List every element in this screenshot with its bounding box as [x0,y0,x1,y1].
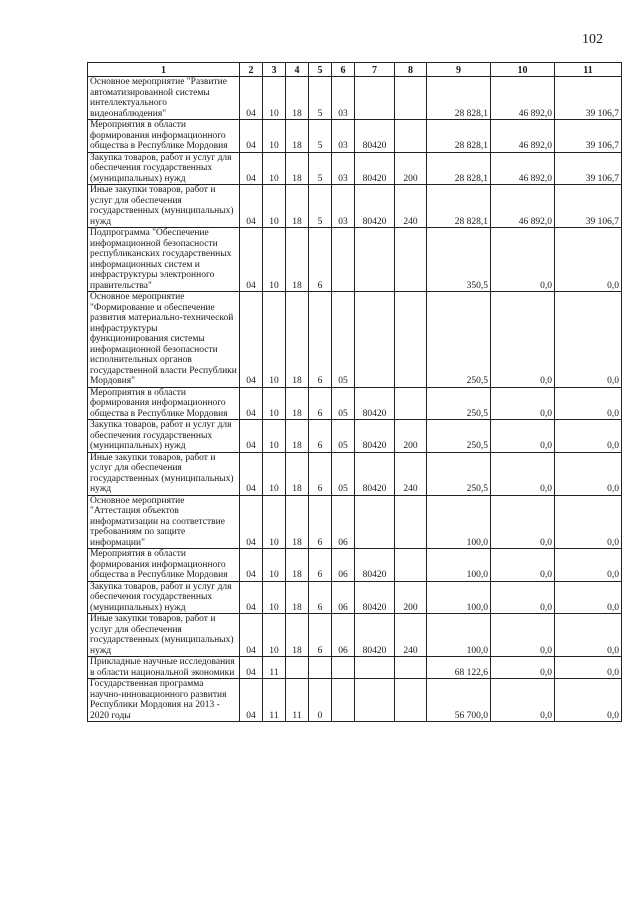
col-header: 6 [332,63,355,77]
amount-col-9: 250,5 [427,420,491,453]
code-activity: 06 [332,614,355,657]
code-direction [355,292,395,388]
code-subprogram: 6 [309,581,332,614]
code-direction: 80420 [355,420,395,453]
amount-col-9: 250,5 [427,452,491,495]
amount-col-11: 0,0 [555,657,622,679]
code-section: 04 [240,120,263,153]
amount-col-11: 39 106,7 [555,120,622,153]
table-row [88,152,622,185]
code-section: 04 [240,387,263,420]
code-subprogram: 6 [309,387,332,420]
table-row [88,495,622,549]
amount-col-10: 0,0 [491,679,555,722]
code-subprogram: 0 [309,679,332,722]
code-subprogram: 6 [309,614,332,657]
amount-col-9: 100,0 [427,495,491,549]
code-subsection: 10 [263,185,286,228]
table-row [88,657,622,679]
amount-col-11: 0,0 [555,452,622,495]
amount-col-10: 46 892,0 [491,185,555,228]
code-program: 18 [286,77,309,120]
code-activity: 06 [332,495,355,549]
amount-col-9: 100,0 [427,614,491,657]
code-direction: 80420 [355,387,395,420]
amount-col-10: 46 892,0 [491,152,555,185]
code-activity: 03 [332,185,355,228]
code-subsection: 10 [263,152,286,185]
code-activity: 05 [332,452,355,495]
code-subprogram [309,657,332,679]
amount-col-10: 46 892,0 [491,120,555,153]
amount-col-10: 0,0 [491,228,555,292]
code-section: 04 [240,495,263,549]
code-subprogram: 5 [309,120,332,153]
table-row [88,549,622,582]
amount-col-10: 0,0 [491,420,555,453]
table-row [88,581,622,614]
table-row [88,185,622,228]
amount-col-9: 28 828,1 [427,185,491,228]
code-section: 04 [240,77,263,120]
code-subsection: 10 [263,77,286,120]
code-program: 18 [286,292,309,388]
code-subprogram: 6 [309,292,332,388]
code-program: 18 [286,120,309,153]
code-activity: 05 [332,292,355,388]
code-activity [332,679,355,722]
col-header: 1 [88,63,240,77]
amount-col-10: 0,0 [491,495,555,549]
code-expense-type [395,292,427,388]
code-direction: 80420 [355,120,395,153]
code-section: 04 [240,152,263,185]
code-expense-type [395,657,427,679]
amount-col-11: 39 106,7 [555,185,622,228]
table-row [88,387,622,420]
amount-col-11: 0,0 [555,420,622,453]
code-activity: 03 [332,77,355,120]
code-expense-type [395,495,427,549]
row-description: Основное мероприятие "Формирование и обеспечение развития материально-технической инфраструктуры функционирования системы информационной безопасности исполнительных органов государственной власти Республики Мордовия" [88,292,240,388]
code-program: 18 [286,581,309,614]
code-direction: 80420 [355,452,395,495]
row-description: Прикладные научные исследования в области национальной экономики [88,657,240,679]
amount-col-10: 0,0 [491,387,555,420]
code-section: 04 [240,292,263,388]
code-direction: 80420 [355,581,395,614]
code-subprogram: 5 [309,77,332,120]
row-description: Государственная программа научно-инновационного развития Республики Мордовия на 2013 - 2020 годы [88,679,240,722]
code-expense-type: 240 [395,185,427,228]
col-header: 5 [309,63,332,77]
code-section: 04 [240,581,263,614]
amount-col-10: 0,0 [491,292,555,388]
code-activity: 05 [332,420,355,453]
code-direction [355,679,395,722]
amount-col-9: 28 828,1 [427,120,491,153]
amount-col-9: 56 700,0 [427,679,491,722]
amount-col-9: 100,0 [427,581,491,614]
amount-col-9: 350,5 [427,228,491,292]
table-row [88,120,622,153]
code-direction: 80420 [355,152,395,185]
amount-col-11: 0,0 [555,495,622,549]
code-subsection: 10 [263,495,286,549]
code-direction [355,77,395,120]
code-section: 04 [240,228,263,292]
code-subprogram: 6 [309,495,332,549]
amount-col-9: 28 828,1 [427,152,491,185]
header-row [88,63,622,77]
row-description: Иные закупки товаров, работ и услуг для обеспечения государственных (муниципальных) нужд [88,452,240,495]
amount-col-11: 0,0 [555,387,622,420]
amount-col-11: 0,0 [555,549,622,582]
amount-col-10: 0,0 [491,452,555,495]
amount-col-11: 0,0 [555,292,622,388]
row-description: Подпрограмма "Обеспечение информационной безопасности республиканских государственных информационных систем и инфраструктуры электронного правительства" [88,228,240,292]
code-subprogram: 5 [309,185,332,228]
table-row [88,452,622,495]
code-expense-type: 200 [395,420,427,453]
code-expense-type [395,387,427,420]
code-subsection: 10 [263,614,286,657]
amount-col-10: 0,0 [491,657,555,679]
code-section: 04 [240,679,263,722]
code-expense-type [395,679,427,722]
code-expense-type [395,77,427,120]
code-subsection: 11 [263,679,286,722]
code-program: 18 [286,420,309,453]
code-direction [355,657,395,679]
code-program [286,657,309,679]
table-row [88,420,622,453]
table-row [88,292,622,388]
code-direction [355,228,395,292]
amount-col-9: 250,5 [427,387,491,420]
table-row [88,228,622,292]
code-expense-type [395,549,427,582]
table-row [88,614,622,657]
code-activity: 06 [332,549,355,582]
row-description: Закупка товаров, работ и услуг для обеспечения государственных (муниципальных) нужд [88,152,240,185]
amount-col-10: 0,0 [491,581,555,614]
code-subprogram: 6 [309,420,332,453]
code-direction: 80420 [355,614,395,657]
code-subsection: 10 [263,228,286,292]
code-section: 04 [240,420,263,453]
amount-col-11: 0,0 [555,228,622,292]
row-description: Иные закупки товаров, работ и услуг для обеспечения государственных (муниципальных) нужд [88,185,240,228]
code-program: 18 [286,185,309,228]
code-activity: 05 [332,387,355,420]
code-section: 04 [240,185,263,228]
code-subsection: 10 [263,292,286,388]
row-description: Мероприятия в области формирования информационного общества в Республике Мордовия [88,120,240,153]
code-activity [332,228,355,292]
code-expense-type [395,228,427,292]
page-number: 102 [582,32,603,47]
code-activity: 03 [332,120,355,153]
amount-col-11: 0,0 [555,679,622,722]
row-description: Мероприятия в области формирования информационного общества в Республике Мордовия [88,549,240,582]
code-program: 11 [286,679,309,722]
code-expense-type: 240 [395,614,427,657]
col-header: 3 [263,63,286,77]
amount-col-11: 0,0 [555,581,622,614]
code-direction: 80420 [355,185,395,228]
code-subsection: 10 [263,549,286,582]
code-program: 18 [286,152,309,185]
code-program: 18 [286,495,309,549]
amount-col-9: 250,5 [427,292,491,388]
code-section: 04 [240,614,263,657]
code-section: 04 [240,549,263,582]
budget-table [87,62,622,722]
row-description: Мероприятия в области формирования информационного общества в Республике Мордовия [88,387,240,420]
row-description: Иные закупки товаров, работ и услуг для обеспечения государственных (муниципальных) нужд [88,614,240,657]
row-description: Основное мероприятие "Развитие автоматизированной системы интеллектуального видеонаблюдения" [88,77,240,120]
code-program: 18 [286,228,309,292]
row-description: Основное мероприятие "Аттестация объектов информатизации на соответствие требованиям по защите информации" [88,495,240,549]
col-header: 9 [427,63,491,77]
code-subprogram: 6 [309,452,332,495]
code-program: 18 [286,549,309,582]
col-header: 4 [286,63,309,77]
col-header: 7 [355,63,395,77]
col-header: 8 [395,63,427,77]
amount-col-10: 0,0 [491,549,555,582]
amount-col-9: 100,0 [427,549,491,582]
code-expense-type: 240 [395,452,427,495]
col-header: 11 [555,63,622,77]
code-activity: 06 [332,581,355,614]
row-description: Закупка товаров, работ и услуг для обеспечения государственных (муниципальных) нужд [88,581,240,614]
code-section: 04 [240,452,263,495]
code-activity: 03 [332,152,355,185]
amount-col-9: 28 828,1 [427,77,491,120]
table-row [88,679,622,722]
code-subsection: 10 [263,387,286,420]
amount-col-11: 39 106,7 [555,77,622,120]
code-section: 04 [240,657,263,679]
row-description: Закупка товаров, работ и услуг для обеспечения государственных (муниципальных) нужд [88,420,240,453]
col-header: 2 [240,63,263,77]
code-expense-type [395,120,427,153]
amount-col-10: 0,0 [491,614,555,657]
amount-col-10: 46 892,0 [491,77,555,120]
code-activity [332,657,355,679]
code-subsection: 10 [263,452,286,495]
amount-col-11: 39 106,7 [555,152,622,185]
code-program: 18 [286,452,309,495]
table-row [88,77,622,120]
code-direction [355,495,395,549]
code-subsection: 10 [263,581,286,614]
code-direction: 80420 [355,549,395,582]
col-header: 10 [491,63,555,77]
code-program: 18 [286,387,309,420]
amount-col-11: 0,0 [555,614,622,657]
code-subsection: 10 [263,420,286,453]
code-subprogram: 6 [309,549,332,582]
code-expense-type: 200 [395,152,427,185]
code-program: 18 [286,614,309,657]
code-subprogram: 5 [309,152,332,185]
code-subsection: 10 [263,120,286,153]
amount-col-9: 68 122,6 [427,657,491,679]
code-expense-type: 200 [395,581,427,614]
code-subsection: 11 [263,657,286,679]
code-subprogram: 6 [309,228,332,292]
